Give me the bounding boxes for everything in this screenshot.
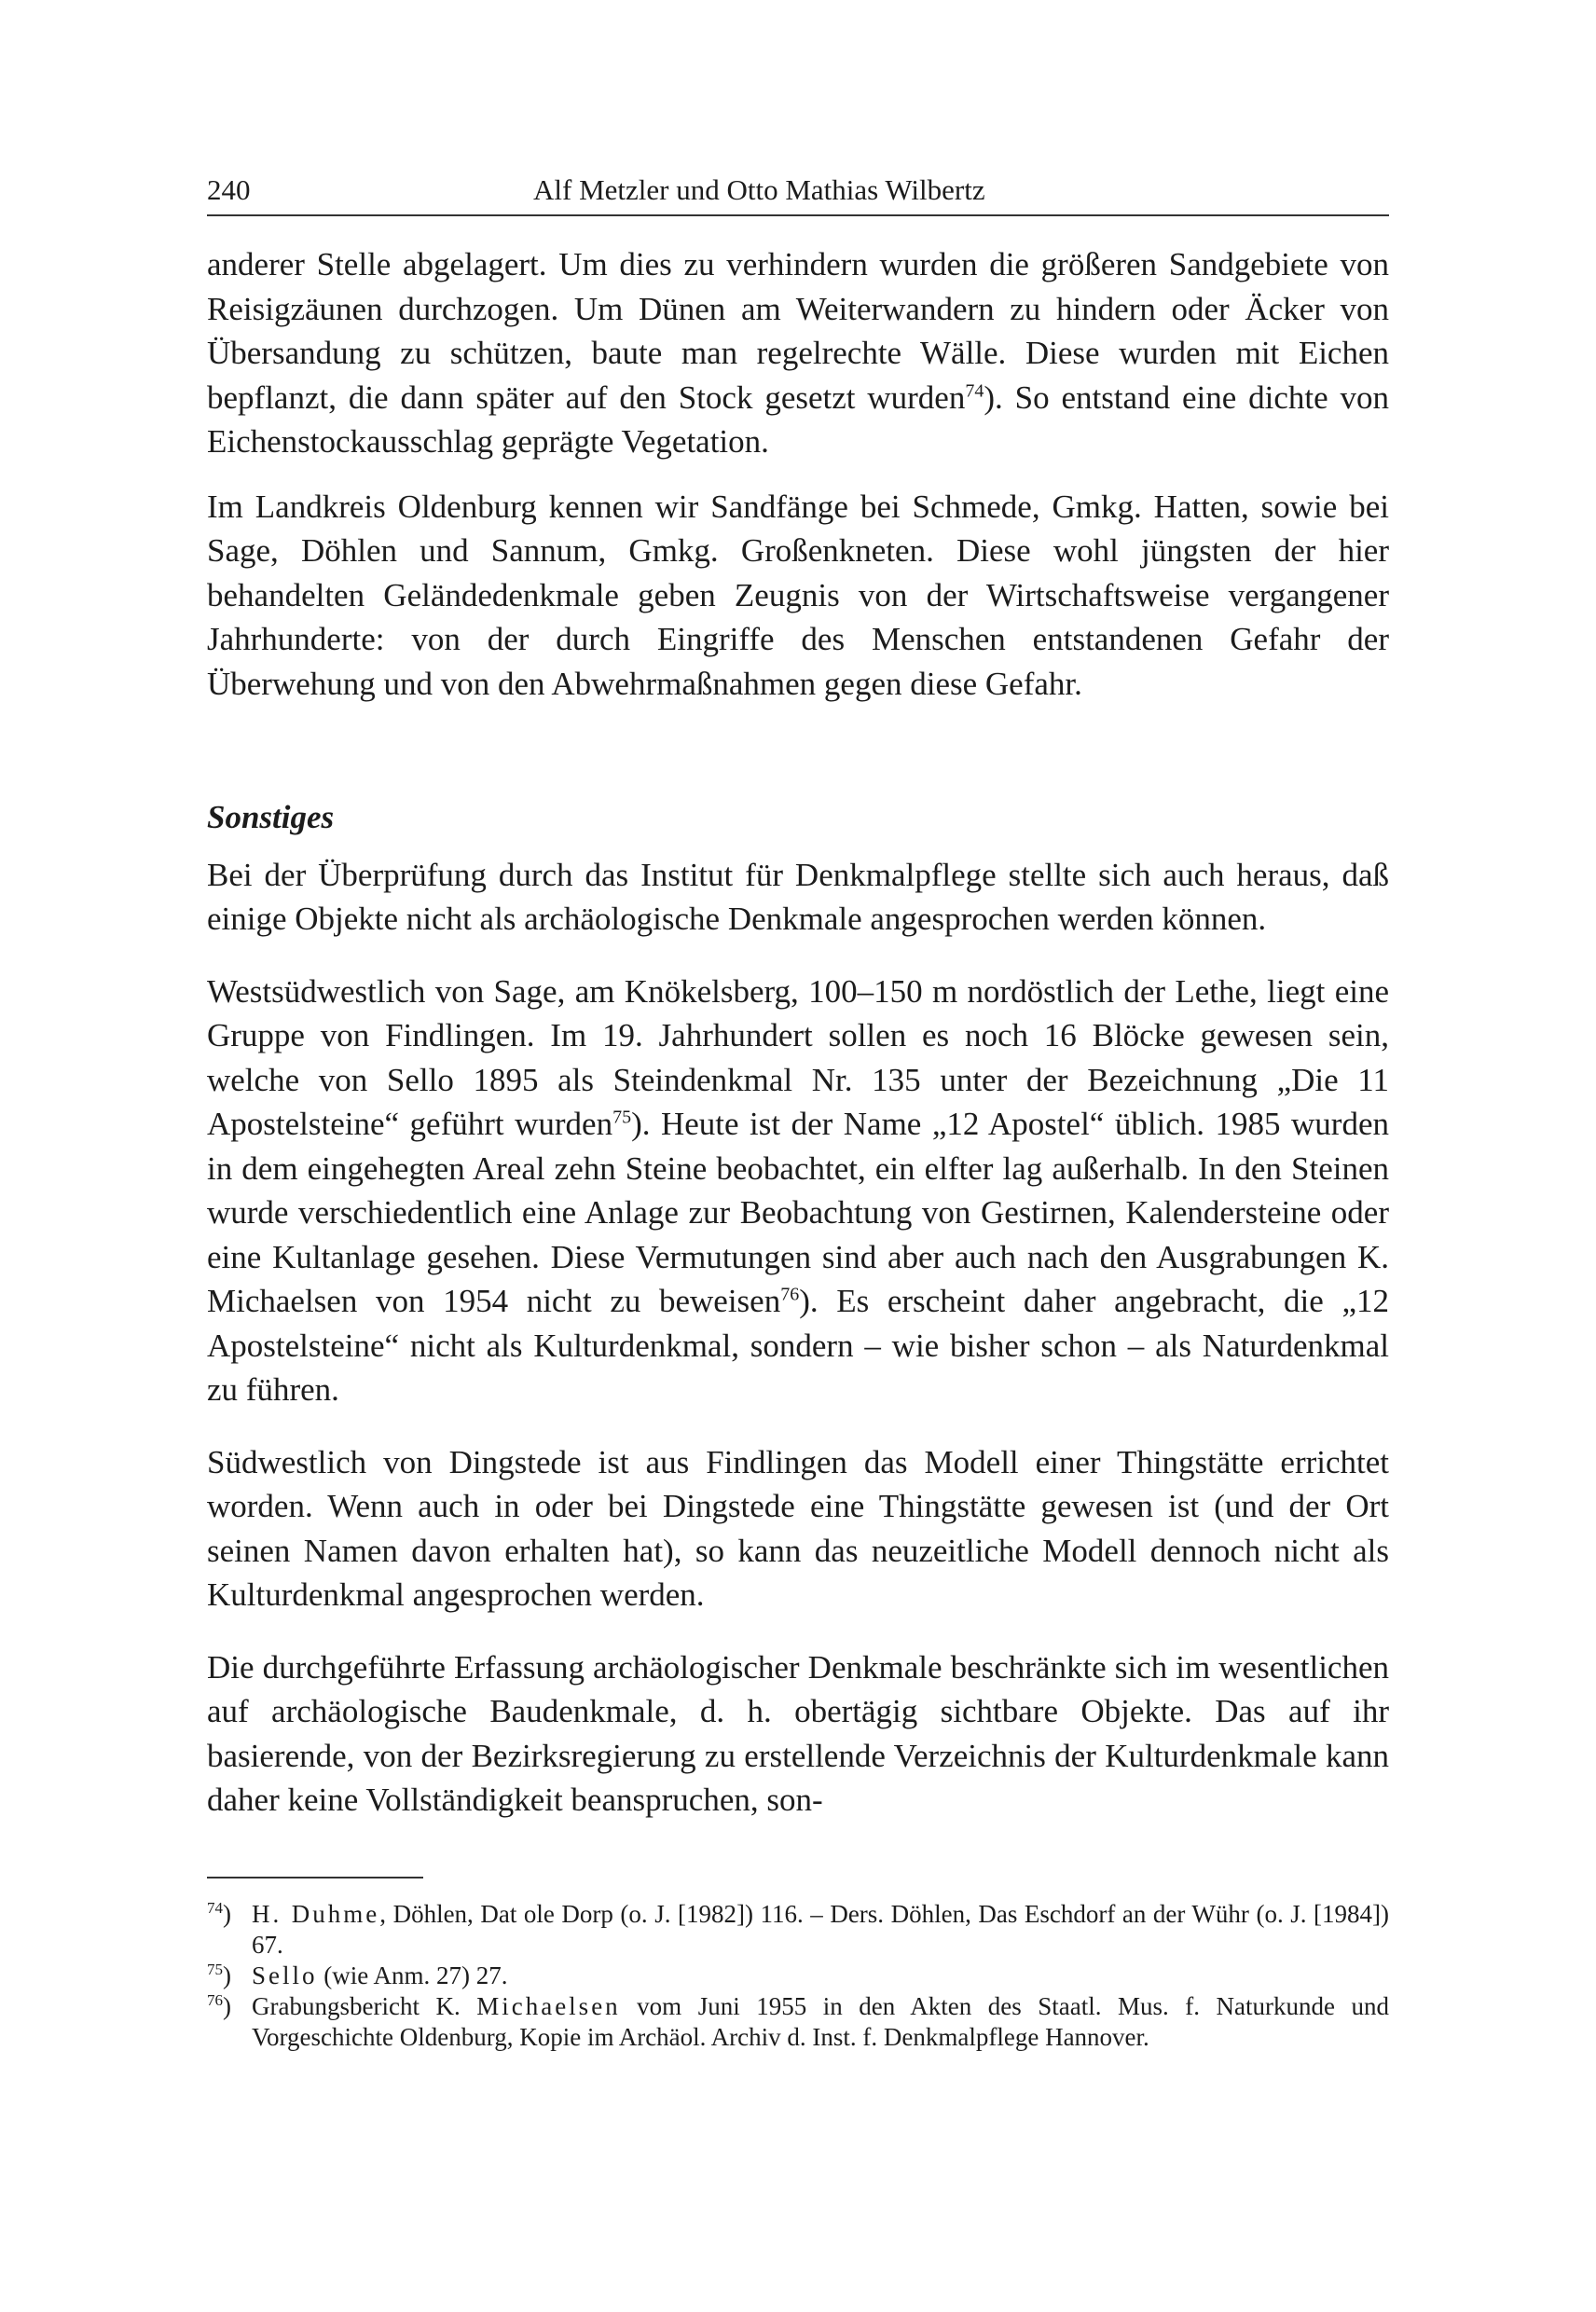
footnote-divider [207, 1877, 423, 1878]
paragraph-text: ). So entstand eine dichte von Eichenstockausschlag geprägte Vegetation. [207, 378, 1389, 460]
footnote-text: Sello (wie Anm. 27) 27. [252, 1961, 508, 1989]
footnote-author: Sello [252, 1961, 318, 1989]
footnote-text: Grabungsbericht K. Michaelsen vom Juni 1955 in den Akten des Staatl. Mus. f. Naturkunde und Vorgeschichte Oldenburg, Kopie im Archäol. Archiv d. Inst. f. Denkmalpflege Hannover. [252, 1991, 1389, 2051]
footnote-ref: 74 [965, 379, 984, 401]
footnotes [207, 1899, 1389, 2053]
paragraph-text: ). Es erscheint daher angebracht, die „12 Apostelsteine“ nicht als Kulturdenkmal, sondern – wie bisher schon – als Naturdenkmal zu führen. [207, 1283, 1389, 1408]
paragraph: Südwestlich von Dingstede ist aus Findlingen das Modell einer Thingstätte errichtet worden. Wenn auch in oder bei Dingstede eine Thingstätte gewesen ist (und der Ort seinen Namen davon erhalten hat), so kann das neuzeitliche Modell dennoch nicht als Kulturdenkmal angesprochen werden. [207, 1443, 1389, 1613]
running-title: Alf Metzler und Otto Mathias Wilbertz [533, 173, 985, 206]
footnote [207, 1961, 1389, 1991]
page-header [207, 166, 1389, 216]
footnote-text: H. Duhme, Döhlen, Dat ole Dorp (o. J. [1982]) 116. – Ders. Döhlen, Das Eschdorf an der Wühr (o. J. [1984]) 67. [252, 1899, 1389, 1959]
footnote [207, 1899, 1389, 1961]
footnote-ref: 76 [780, 1284, 800, 1305]
footnote-mark: $^{75}$) [207, 1960, 231, 1989]
paragraph [207, 242, 1389, 464]
section-heading: Sonstiges [207, 799, 335, 835]
footnote-mark: $^{74}$) [207, 1898, 231, 1928]
paragraph-text: anderer Stelle abgelagert. Um dies zu verhindern wurden die größeren Sandgebiete von Reisigzäunen durchzogen. Um Dünen am Weiterwandern zu hindern oder Äcker von Übersandung zu schützen, baute man regelrechte Wälle. Diese wurden mit Eichen bepflanzt, die dann später auf den Stock gesetzt wurden [207, 246, 1389, 416]
body-text [207, 242, 1389, 1823]
paragraph-text: ). Heute ist der Name „12 Apostel“ üblich. 1985 wurden in dem eingehegten Areal zehn Steine beobachtet, ein elfter lag außerhalb. In den Steinen wurde verschiedentlich eine Anlage zur Beobachtung von Gestirnen, Kalendersteine oder eine Kultanlage gesehen. Diese Vermutungen sind aber auch nach den Ausgrabungen K. Michaelsen von 1954 nicht zu beweisen [207, 1106, 1389, 1319]
footnote-author: Michaelsen [476, 1991, 621, 2020]
footnote-mark: $^{76}$) [207, 1990, 231, 2020]
paragraph: Die durchgeführte Erfassung archäologischer Denkmale beschränkte sich im wesentlichen auf archäologische Baudenkmale, d. h. obertägig sichtbare Objekte. Das auf ihr basierende, von der Bezirksregierung zu erstellende Verzeichnis der Kulturdenkmale kann daher keine Vollständigkeit beanspruchen, son- [207, 1648, 1389, 1818]
book-page [207, 166, 1389, 2053]
footnote-ref: 75 [612, 1107, 632, 1128]
paragraph [207, 970, 1389, 1412]
paragraph: Bei der Überprüfung durch das Institut für Denkmalpflege stellte sich auch heraus, daß einige Objekte nicht als archäologische Denkmale angesprochen werden können. [207, 856, 1389, 937]
page-number: 240 [207, 173, 251, 206]
paragraph-text: Westsüdwestlich von Sage, am Knökelsberg, 100–150 m nordöstlich der Lethe, liegt eine Gruppe von Findlingen. Im 19. Jahrhundert sollen es noch 16 Blöcke gewesen sein, welche von Sello 1895 als Steindenkmal Nr. 135 unter der Bezeichnung „Die 11 Apostelsteine“ geführt wurden [207, 972, 1389, 1142]
paragraph: Im Landkreis Oldenburg kennen wir Sandfänge bei Schmede, Gmkg. Hatten, sowie bei Sage, Döhlen und Sannum, Gmkg. Großenkneten. Diese wohl jüngsten der hier behandelten Geländedenkmale geben Zeugnis von der Wirtschaftsweise vergangener Jahrhunderte: von der durch Eingriffe des Menschen entstandenen Gefahr der Überwehung und von den Abwehrmaßnahmen gegen diese Gefahr. [207, 488, 1389, 702]
footnote-author: H. Duhme [252, 1899, 380, 1928]
footnote [207, 1991, 1389, 2053]
